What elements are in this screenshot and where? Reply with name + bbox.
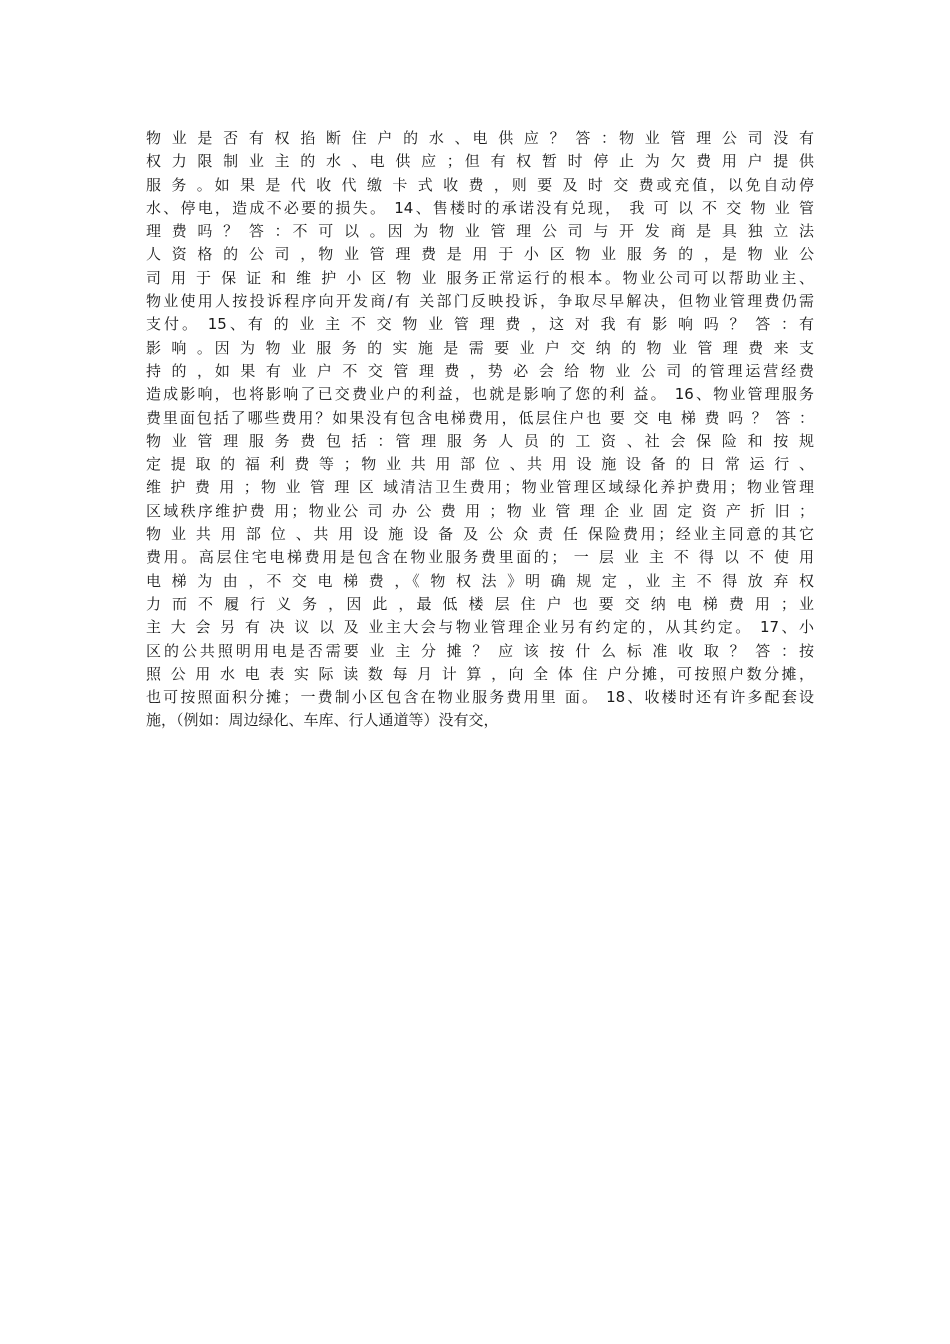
text-line: 区域秩序维护费 用；物业公 司 办 公 费 用 ；物 业 管 理 企 业 固 定 资 产 折 旧 ； [146,501,814,520]
text-line: 物 业 管 理 服 务 费 包 括 ：管 理 服 务 人 员 的 工 资 、社 会 保 险 和 按 规 [146,431,814,450]
text-line: 物 业 共 用 部 位 、共 用 设 施 设 备 及 公 众 责 任 保险费用；经业主同意的其它 [146,525,814,544]
text-line: 维 护 费 用 ；物 业 管 理 区 域清洁卫生费用；物业管理区域绿化养护费用；物业管理 [146,478,814,497]
text-line: 费用。高层住宅电梯费用是包含在物业服务费里面的； 一 层 业 主 不 得 以 不 使 用 [146,548,814,567]
text-line: 物 业 是 否 有 权 掐 断 住 户 的 水 、电 供 应 ？ 答 ：物 业 管 理 公 司 没 有 [146,129,814,147]
text-line: 理 费 吗 ？ 答 ：不 可 以 。因 为 物 业 管 理 公 司 与 开 发 商 是 具 独 立 法 [146,222,814,241]
text-line: 影 响 。因 为 物 业 服 务 的 实 施 是 需 要 业 户 交 纳 的 物 业 管 理 费 来 支 [146,338,814,357]
text-line: 支付。 15、有 的 业 主 不 交 物 业 管 理 费 ，这 对 我 有 影 响 吗 ？ 答 ：有 [146,315,814,334]
text-line: 电 梯 为 由 ，不 交 电 梯 费 ，《 物 权 法 》明 确 规 定 ，业 主 不 得 放 弃 权 [146,571,814,590]
text-line: 照 公 用 水 电 表 实 际 读 数 每 月 计 算 ，向 全 体 住 户分摊，可按照户数分摊， [146,664,814,683]
text-line: 持 的 ，如 果 有 业 户 不 交 管 理 费 ，势 必 会 给 物 业 公 司 的管理运营经费 [146,361,814,380]
text-line: 物业使用人按投诉程序向开发商/有 关部门反映投诉，争取尽早解决，但物业管理费仍需 [146,292,814,311]
text-line: 水、停电，造成不必要的损失。 14、售楼时的承诺没有兑现， 我 可 以 不 交 物 业 管 [146,198,814,217]
text-line: 造成影响，也将影响了已交费业户的利益，也就是影响了您的利 益。 16、物业管理服务 [146,385,814,404]
text-line: 人 资 格 的 公 司 ，物 业 管 理 费 是 用 于 小 区 物 业 服 务 的 ，是 物 业 公 [146,245,814,264]
text-line: 费里面包括了哪些费用？如果没有包含电梯费用，低层住户也 要 交 电 梯 费 吗 ？ 答 ： [146,408,814,427]
body-text [146,127,814,733]
text-line: 主 大 会 另 有 决 议 以 及 业主大会与物业管理企业另有约定的，从其约定。 17、小 [146,618,814,637]
text-line: 权 力 限 制 业 主 的 水 、电 供 应 ；但 有 权 暂 时 停 止 为 欠 费 用 户 提 供 [146,152,814,171]
text-line: 司 用 于 保 证 和 维 护 小 区 物 业 服务正常运行的根本。物业公司可以帮助业主、 [146,268,814,287]
text-line: 服 务 。如 果 是 代 收 代 缴 卡 式 收 费 ，则 要 及 时 交 费或充值，以免自动停 [146,175,814,194]
text-line: 也可按照面积分摊；一费制小区包含在物业服务费用里 面。 18、收楼时还有许多配套设 [146,688,814,707]
text-line-last: 施，（例如：周边绿化、车库、行人通道等）没有交， [146,711,499,730]
text-line: 区的公共照明用电是否需要 业 主 分 摊 ？ 应 该 按 什 么 标 准 收 取 ？ 答 ：按 [146,641,814,660]
text-line: 力 而 不 履 行 义 务 ，因 此 ，最 低 楼 层 住 户 也 要 交 纳 电 梯 费 用 ；业 [146,594,814,613]
text-line: 定 提 取 的 福 利 费 等 ；物 业 共 用 部 位 、共 用 设 施 设 备 的 日 常 运 行 、 [146,455,814,474]
